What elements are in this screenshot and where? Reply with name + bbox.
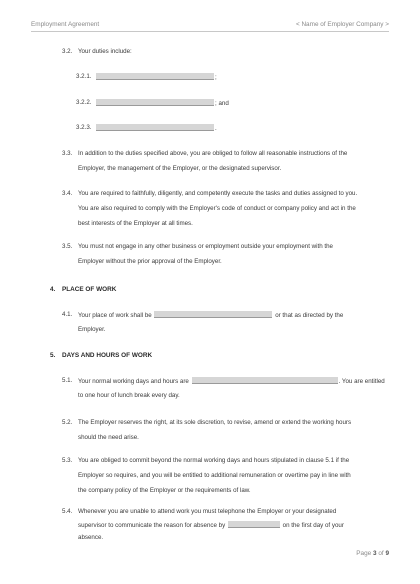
- clause-3-2-2-line: ; and: [95, 99, 229, 108]
- clause-number: 3.5.: [62, 243, 73, 250]
- duty-1-blank-field[interactable]: [96, 73, 214, 80]
- clause-number: 3.2.3.: [76, 124, 92, 131]
- clause-number: 5.3.: [62, 457, 73, 464]
- clause-3-5-line-2: Employer without the prior approval of the Employer.: [78, 258, 222, 265]
- duty-3-blank-field[interactable]: [96, 124, 214, 131]
- clause-4-1-line-2: Employer.: [78, 326, 106, 333]
- clause-3-2-3-line: .: [95, 124, 217, 133]
- clause-5-4-line-2: supervisor to communicate the reason for absence by on the first day of your: [78, 522, 344, 529]
- working-hours-blank-field[interactable]: [192, 377, 338, 384]
- clause-5-3-line-1: You are obliged to commit beyond the normal working days and hours stipulated in clause 5.1 if the: [78, 457, 350, 464]
- section-4-number: 4.: [50, 286, 56, 293]
- header-company-placeholder: < Name of Employer Company >: [295, 21, 389, 28]
- clause-3-5-line-1: You must not engage in any other business or employment outside your employment with the: [78, 243, 333, 250]
- clause-number: 5.1.: [62, 377, 73, 384]
- clause-number: 5.2.: [62, 419, 73, 426]
- section-5-number: 5.: [50, 352, 56, 359]
- clause-5-1-line-2: to one hour of lunch break every day.: [78, 392, 180, 399]
- page-header: [31, 21, 389, 32]
- clause-5-1-line-1: Your normal working days and hours are . You are entitled: [78, 378, 385, 385]
- duty-2-blank-field[interactable]: [96, 99, 214, 106]
- clause-3-3-line-2: Employer, the management of the Employer, or the designated supervisor.: [78, 165, 282, 172]
- clause-3-3-line-1: In addition to the duties specified above, you are obliged to follow all reasonable instructions of the: [78, 150, 348, 157]
- clause-number: 3.3.: [62, 150, 73, 157]
- clause-5-3-line-3: the company policy of the Employer or the requirements of law.: [78, 487, 251, 494]
- absence-notice-time-blank-field[interactable]: [228, 521, 280, 528]
- place-of-work-blank-field[interactable]: [154, 311, 272, 318]
- header-document-title: Employment Agreement: [31, 21, 100, 28]
- clause-number: 3.4.: [62, 190, 73, 197]
- section-4-title: PLACE OF WORK: [62, 286, 117, 293]
- page-number: Page 3 of 9: [356, 550, 389, 557]
- clause-4-1-line-1: Your place of work shall be or that as directed by the: [78, 312, 344, 319]
- clause-number: 3.2.: [62, 48, 73, 55]
- clause-5-2-line-2: should the need arise.: [78, 434, 139, 441]
- clause-3-4-line-2: You are also required to comply with the Employer's code of conduct or company policy and act in the: [78, 205, 356, 212]
- clause-number: 3.2.2.: [76, 99, 92, 106]
- clause-number: 5.4.: [62, 508, 73, 515]
- clause-3-4-line-1: You are required to faithfully, diligently, and competently execute the tasks and duties assigned to you.: [78, 190, 358, 197]
- clause-3-4-line-3: best interests of the Employer at all times.: [78, 220, 193, 227]
- clause-number: 4.1.: [62, 311, 73, 318]
- clause-5-3-line-2: Employer so requires, and you will be entitled to additional remuneration or overtime pay in line with: [78, 472, 351, 479]
- clause-3-2-text: Your duties include:: [78, 48, 132, 55]
- clause-3-2-1-line: ;: [95, 73, 217, 82]
- clause-number: 3.2.1.: [76, 73, 92, 80]
- section-5-title: DAYS AND HOURS OF WORK: [62, 352, 153, 359]
- clause-5-4-line-1: Whenever you are unable to attend work you must telephone the Employer or your designated: [78, 508, 337, 515]
- clause-5-4-line-3: absence.: [78, 534, 104, 541]
- clause-5-2-line-1: The Employer reserves the right, at its sole discretion, to revise, amend or extend the working hours: [78, 419, 352, 426]
